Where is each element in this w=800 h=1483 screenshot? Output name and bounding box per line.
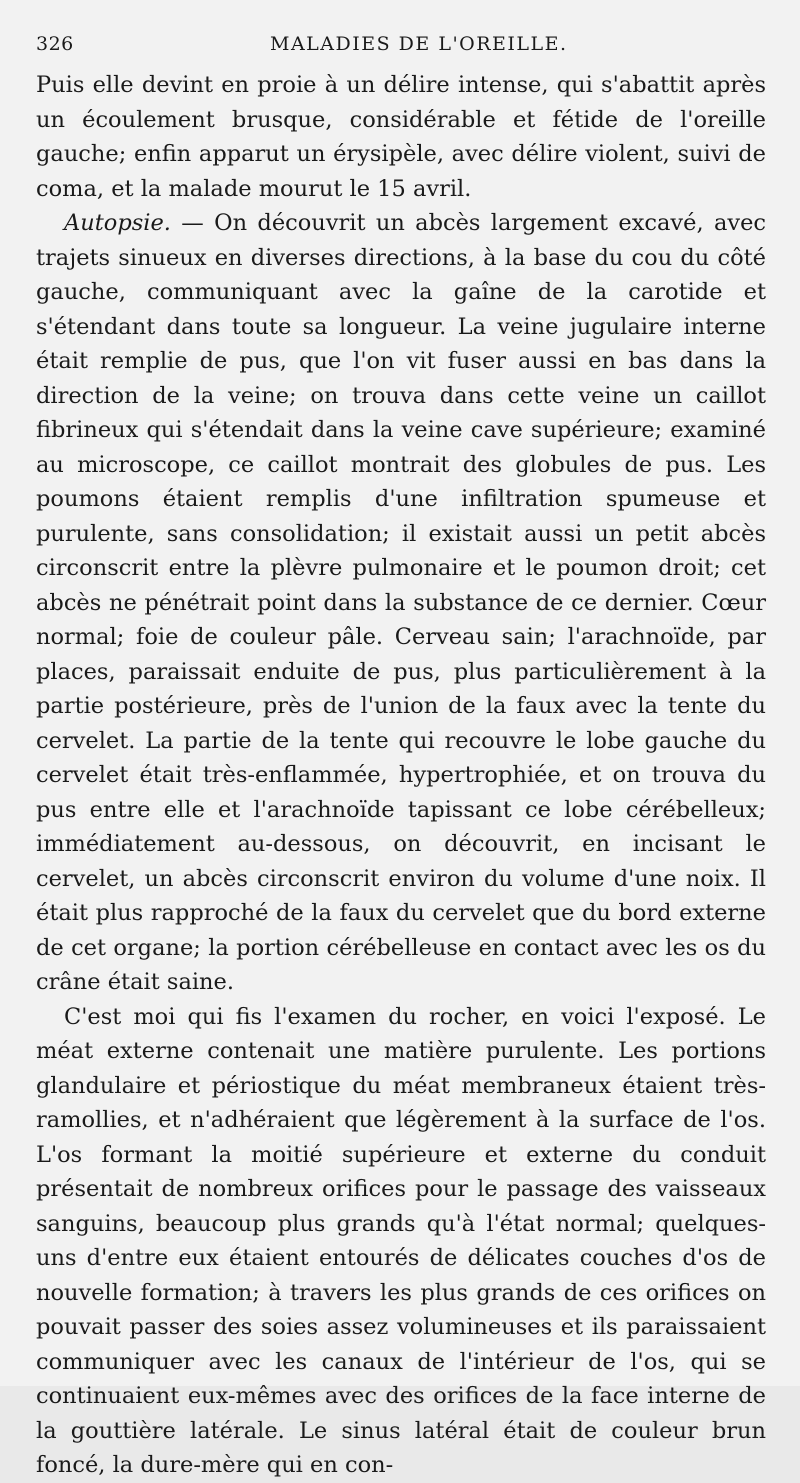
- paragraph-2-text: — On découvrit un abcès largement excavé, avec trajets sinueux en diverses directions, à la base du cou du côté gauche, communiquant avec la gaîne de la carotide et s'étendant dans toute sa longueur. La veine jugulaire interne était remplie de pus, que l'on vit fuser aussi en bas dans la direction de la veine; on trouva dans cette veine un caillot fibrineux qui s'étendait dans la veine cave supérieure; examiné au microscope, ce caillot montrait des globules de pus. Les poumons étaient remplis d'une infiltration spumeuse et purulente, sans consolidation; il existait aussi un petit abcès circonscrit entre la plèvre pulmonaire et le poumon droit; cet abcès ne pénétrait point dans la substance de ce dernier. Cœur normal; foie de couleur pâle. Cerveau sain; l'arachnoïde, par places, paraissait enduite de pus, plus particulièrement à la partie postérieure, près de l'union de la faux avec la tente du cervelet. La partie de la tente qui recouvre le lobe gauche du cervelet était très-enflammée, hypertrophiée, et on trouva du pus entre elle et l'arachnoïde tapissant ce lobe cérébelleux; immédiatement au-dessous, on découvrit, en incisant le cervelet, un abcès circonscrit environ du volume d'une noix. Il était plus rapproché de la faux du cervelet que du bord externe de cet organe; la portion cérébelleuse en contact avec les os du crâne était saine.: [36, 210, 766, 995]
- body-text: [36, 68, 766, 1483]
- page-header: [36, 33, 766, 61]
- paragraph-2: [36, 206, 766, 1000]
- running-head: MALADIES DE L'OREILLE.: [270, 33, 568, 55]
- paragraph-2-lead: Autopsie.: [64, 210, 171, 236]
- paragraph-1: [36, 68, 766, 206]
- paragraph-3-text: C'est moi qui fis l'examen du rocher, en voici l'exposé. Le méat externe contenait une matière purulente. Les portions glandulaire et périostique du méat membraneux étaient très-ramollies, et n'adhéraient que légèrement à la surface de l'os. L'os formant la moitié supérieure et externe du conduit présentait de nombreux orifices pour le passage des vaisseaux sanguins, beaucoup plus grands qu'à l'état normal; quelques-uns d'entre eux étaient entourés de délicates couches d'os de nouvelle formation; à travers les plus grands de ces orifices on pouvait passer des soies assez volumineuses et ils paraissaient communiquer avec les canaux de l'intérieur de l'os, qui se continuaient eux-mêmes avec des orifices de la face interne de la gouttière latérale. Le sinus latéral était de couleur brun foncé, la dure-mère qui en con-: [36, 1003, 766, 1478]
- page-number: 326: [36, 33, 74, 55]
- paragraph-1-text: Puis elle devint en proie à un délire intense, qui s'abattit après un écoulement brusque, considérable et fétide de l'oreille gauche; enfin apparut un érysipèle, avec délire violent, suivi de coma, et la malade mourut le 15 avril.: [36, 72, 766, 202]
- paragraph-3: [36, 1000, 766, 1483]
